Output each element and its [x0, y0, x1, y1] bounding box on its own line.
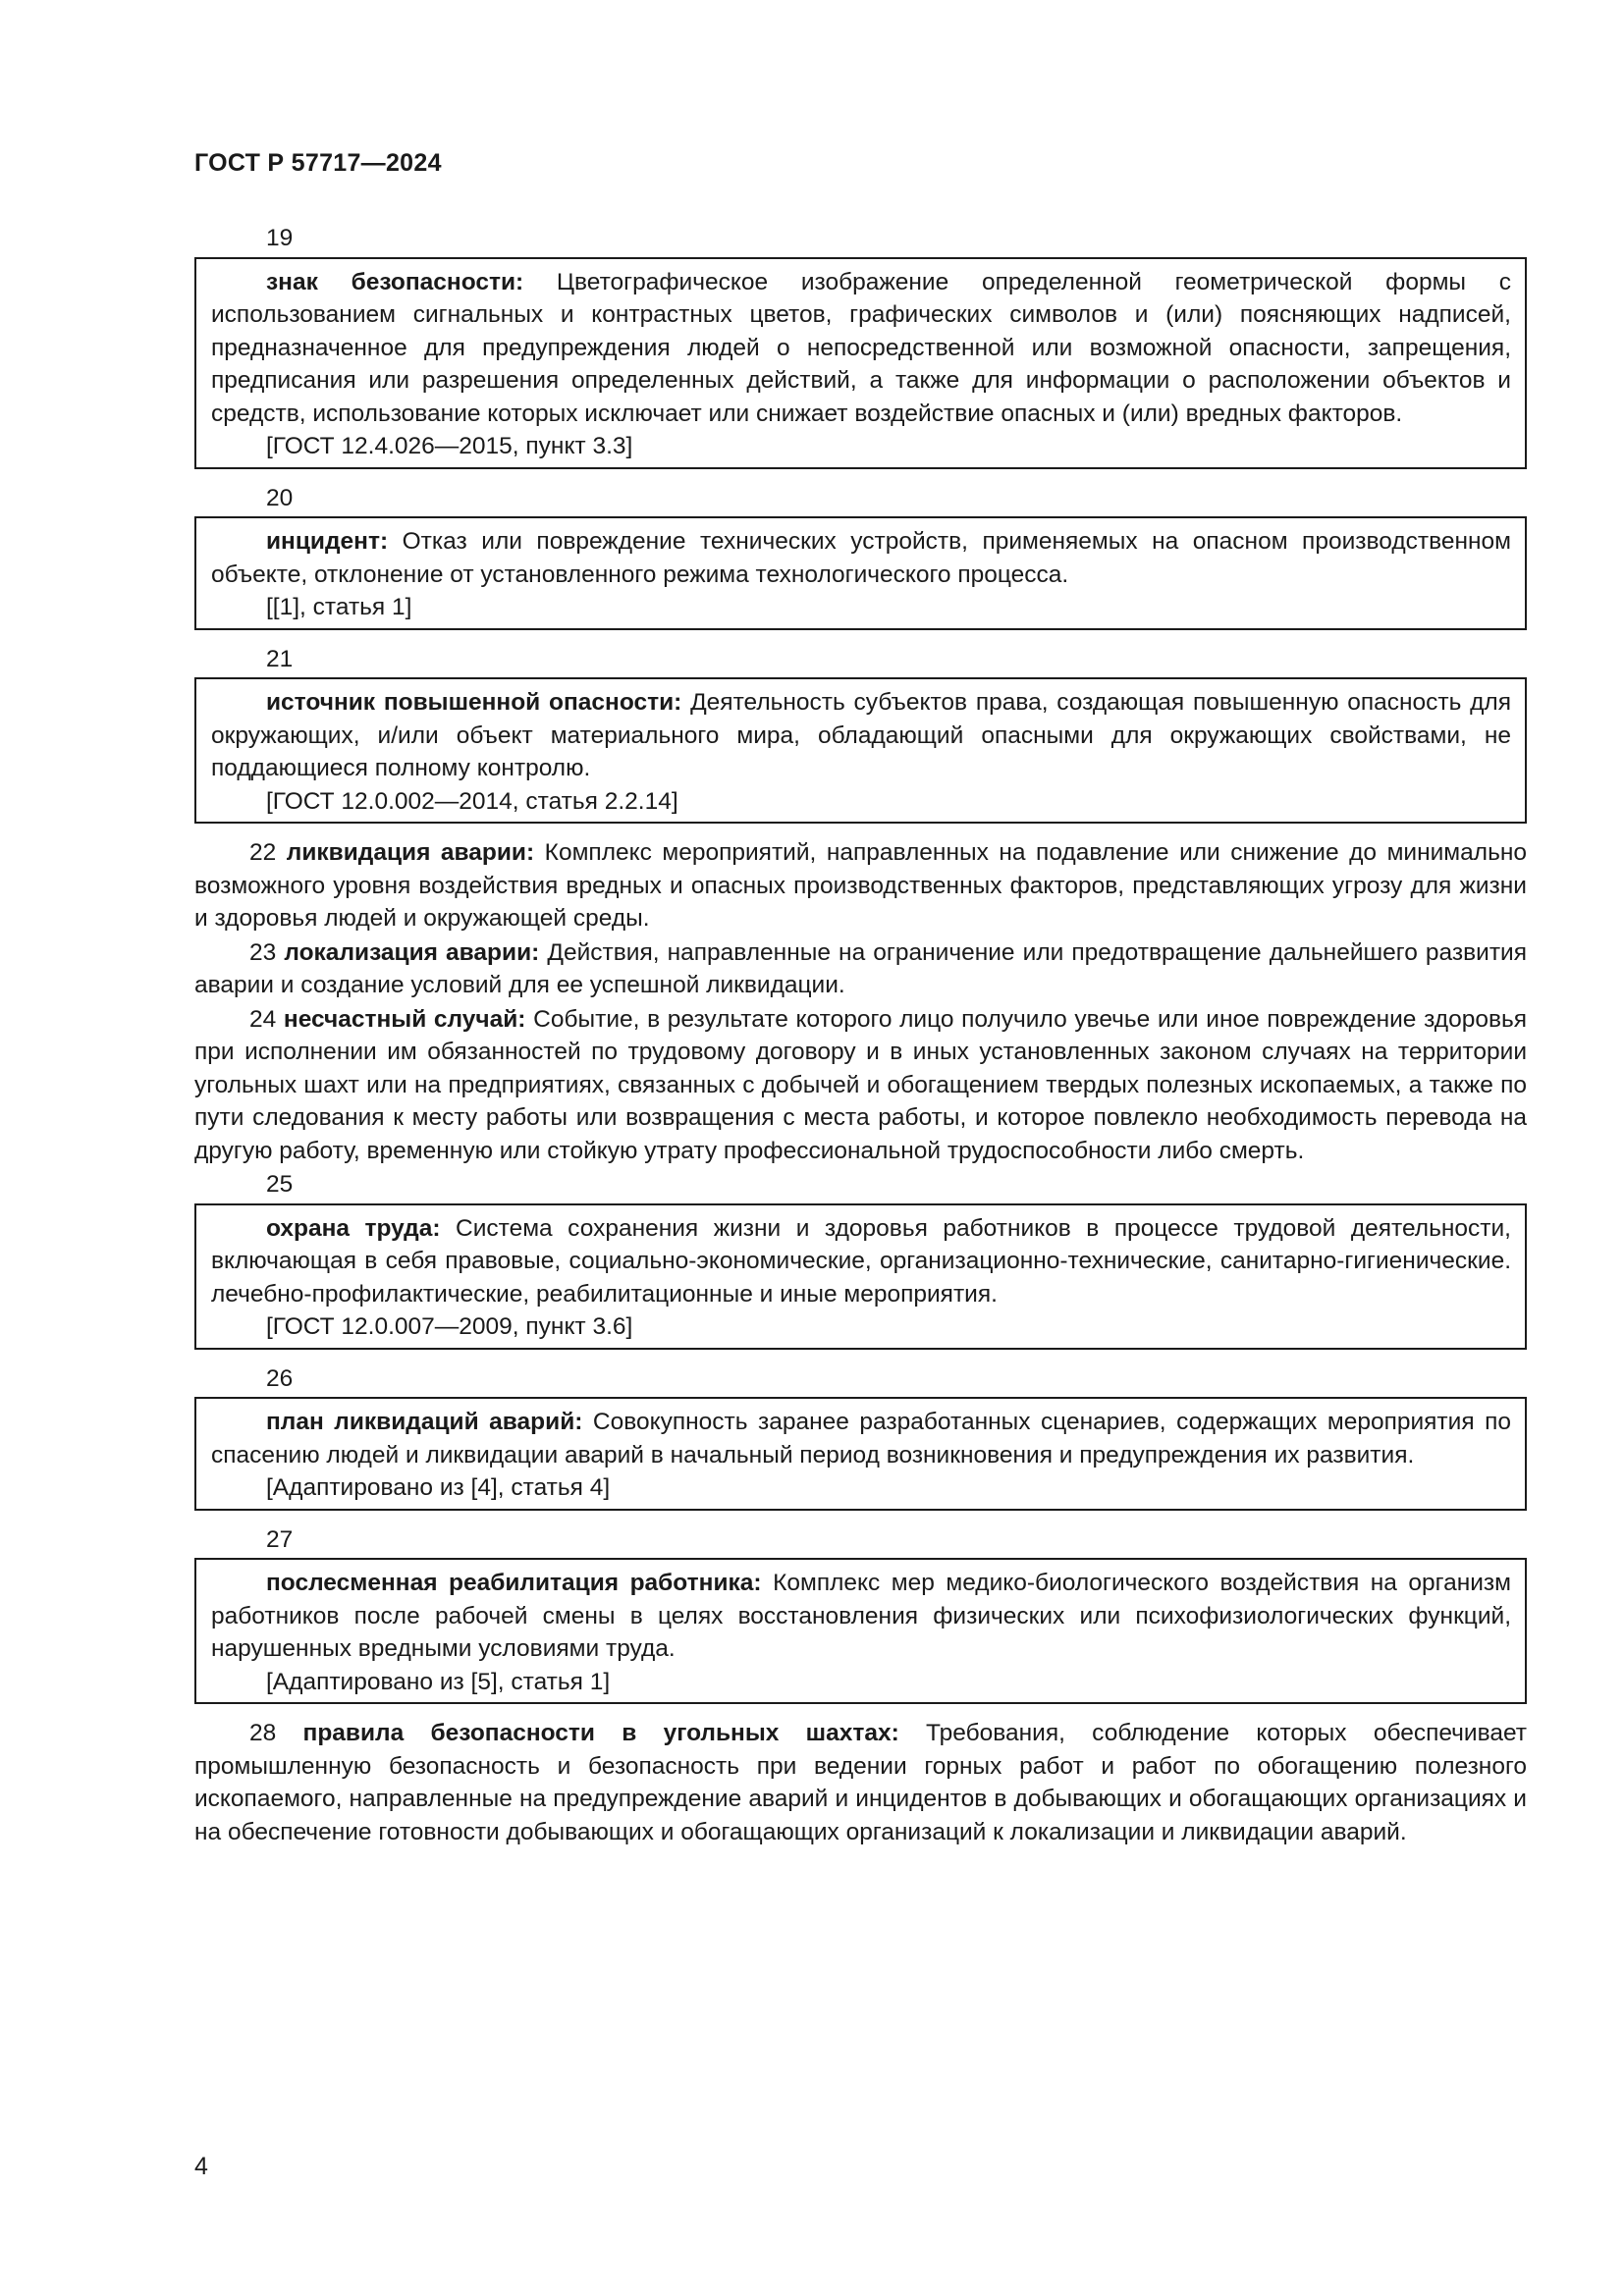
document-header: ГОСТ Р 57717—2024: [194, 149, 442, 177]
source-reference: [ГОСТ 12.0.007—2009, пункт 3.6]: [266, 1313, 633, 1340]
source-reference: [ГОСТ 12.0.002—2014, статья 2.2.14]: [266, 787, 678, 815]
definition-box: [194, 1558, 1527, 1704]
entry-number: 28: [249, 1720, 303, 1746]
page-number: 4: [194, 2153, 208, 2180]
definition-text: [211, 1406, 1511, 1471]
paragraph: [194, 836, 1527, 935]
term: план ликвидаций аварий:: [266, 1409, 583, 1435]
entry-number: 23: [249, 938, 285, 966]
term: послесменная реабилитация работника:: [266, 1570, 762, 1596]
definition: Цветографическое изображение определенной геометрической формы с использованием сигнальных и контрастных цветов, графических символов и (или) поясняющих надписей, предназначенное для предупреждения людей о непосредственной или возможной опасности, запрещения, предписания или разрешения определенных действий, а также для информации о расположении объектов и средств, использование которых исключает или снижает воздействие опасных и (или) вредных факторов.: [211, 268, 1511, 427]
source-reference: [ГОСТ 12.4.026—2015, пункт 3.3]: [266, 433, 633, 459]
definition-text: [211, 266, 1511, 431]
definition: Комплекс мер медико-биологического воздействия на организм работников после рабочей смены в целях восстановления физических или психофизиологических функций, нарушенных вредными условиями труда.: [211, 1570, 1512, 1662]
definition-text: [211, 1567, 1511, 1666]
definition-box: [194, 677, 1527, 824]
paragraph: [194, 1717, 1527, 1848]
entry-number: 24: [249, 1005, 284, 1033]
definition-box: [194, 1203, 1527, 1350]
entry-number: 21: [266, 645, 294, 672]
definition-text: [211, 525, 1511, 591]
paragraph: [194, 1003, 1527, 1168]
source-reference: [[1], статья 1]: [266, 594, 412, 620]
term: знак безопасности:: [266, 268, 524, 295]
document-body: [194, 222, 1527, 1849]
entry-number: 27: [266, 1525, 294, 1553]
term: локализация аварии:: [284, 938, 540, 966]
entry-number: 19: [266, 225, 294, 251]
term: несчастный случай:: [283, 1005, 526, 1033]
source-reference: [Адаптировано из [5], статья 1]: [266, 1668, 611, 1695]
definition: Деятельность субъектов права, создающая повышенную опасность для окружающих, и/или объект материального мира, обладающий опасными для окружающих свойствами, не поддающиеся полному контролю.: [211, 689, 1511, 781]
source-reference: [Адаптировано из [4], статья 4]: [266, 1474, 611, 1501]
definition-box: [194, 257, 1527, 469]
entry-number: 22: [249, 839, 287, 866]
term: инцидент:: [266, 528, 389, 555]
definition: Отказ или повреждение технических устройств, применяемых на опасном производственном объекте, отклонение от установленного режима технологического процесса.: [211, 528, 1511, 588]
entry-number: 26: [266, 1364, 294, 1392]
definition-box: [194, 516, 1527, 630]
definition-box: [194, 1397, 1527, 1511]
definition: Совокупность заранее разработанных сценариев, содержащих мероприятия по спасению людей и ликвидации аварий в начальный период возникновения и предупреждения их развития.: [211, 1409, 1511, 1468]
entry-number: 25: [266, 1171, 294, 1198]
definition: Событие, в результате которого лицо получило увечье или иное повреждение здоровья при исполнении им обязанностей по трудовому договору и в иных установленных законом случаях на территории угольных шахт или на предприятиях, связанных с добычей и обогащением твердых полезных ископаемых, а также по пути следования к месту работы или возвращения с места работы, и которое повлекло необходимость перевода на другую работу, временную или стойкую утрату профессиональной трудоспособности либо смерть.: [194, 1005, 1527, 1164]
definition-text: [211, 686, 1511, 785]
term: правила безопасности в угольных шахтах:: [302, 1720, 899, 1746]
term: ликвидация аварии:: [286, 839, 535, 866]
definition: Система сохранения жизни и здоровья работников в процессе трудовой деятельности, включающая в себя правовые, социально-экономические, организационно-технические, санитарно-гигиенические. лечебно-профилактические, реабилитационные и иные мероприятия.: [211, 1214, 1511, 1308]
definition: Действия, направленные на ограничение или предотвращение дальнейшего развития аварии и создание условий для ее успешной ликвидации.: [194, 938, 1527, 998]
term: охрана труда:: [266, 1214, 441, 1242]
entry-number: 20: [266, 484, 294, 511]
paragraph: [194, 936, 1527, 1002]
definition: Требования, соблюдение которых обеспечивает промышленную безопасность и безопасность при ведении горных работ и работ по обогащению полезного ископаемого, направленные на предупреждение аварий и инцидентов в добывающих и обогащающих организациях и на обеспечение готовности добывающих и обогащающих организаций к локализации и ликвидации аварий.: [194, 1720, 1528, 1845]
definition-text: [211, 1212, 1511, 1311]
definition: Комплекс мероприятий, направленных на подавление или снижение до минимально возможного уровня воздействия вредных и опасных производственных факторов, представляющих угрозу для жизни и здоровья людей и окружающей среды.: [194, 839, 1527, 932]
term: источник повышенной опасности:: [266, 689, 682, 716]
